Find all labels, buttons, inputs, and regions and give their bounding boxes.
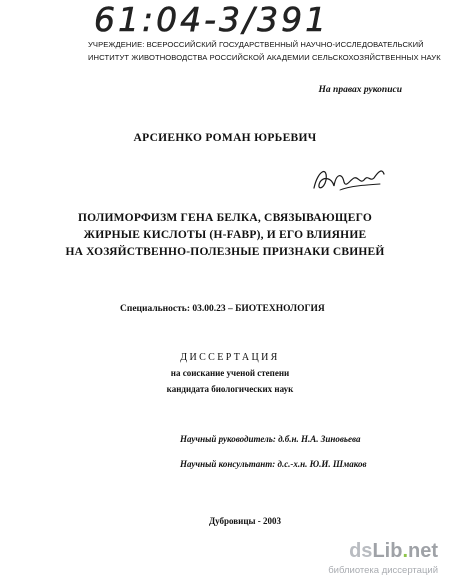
- place-and-year: Дубровицы - 2003: [208, 516, 282, 526]
- institution-line-2: ИНСТИТУТ ЖИВОТНОВОДСТВА РОССИЙСКОЙ АКАДЕМИИ СЕЛЬСКОХОЗЯЙСТВЕННЫХ НАУК: [88, 53, 441, 62]
- logo-part-lib: Lib: [372, 540, 403, 562]
- handwritten-archive-code: [92, 2, 352, 36]
- handwritten-code-drawing: [92, 2, 352, 36]
- thesis-title-line-3: НА ХОЗЯЙСТВЕННО-ПОЛЕЗНЫЕ ПРИЗНАКИ СВИНЕЙ: [65, 246, 385, 258]
- logo-part-ds: ds: [349, 540, 373, 562]
- rights-note: На правах рукописи: [318, 85, 402, 95]
- handwritten-signature: [310, 160, 388, 196]
- dslib-watermark: [288, 540, 438, 578]
- degree-line-1: на соискание ученой степени: [170, 368, 290, 378]
- dslib-logo: [288, 540, 438, 564]
- thesis-title-line-1: ПОЛИМОРФИЗМ ГЕНА БЕЛКА, СВЯЗЫВАЮЩЕГО: [77, 212, 373, 224]
- degree-line-2: кандидата биологических наук: [166, 384, 294, 394]
- institution-line-1: УЧРЕЖДЕНИЕ: ВСЕРОССИЙСКИЙ ГОСУДАРСТВЕННЫЙ НАУЧНО-ИССЛЕДОВАТЕЛЬСКИЙ: [88, 40, 424, 49]
- watermark-caption: библиотека диссертаций: [328, 565, 438, 576]
- document-type: ДИССЕРТАЦИЯ: [180, 352, 280, 363]
- author-name: АРСИЕНКО РОМАН ЮРЬЕВИЧ: [133, 132, 317, 144]
- logo-part-dot: .: [402, 540, 408, 562]
- scientific-supervisor: Научный руководитель: д.б.н. Н.А. Зиновьева: [180, 434, 361, 444]
- scientific-consultant: Научный консультант: д.с.-х.н. Ю.И. Шмаков: [180, 459, 367, 469]
- specialty: Специальность: 03.00.23 – БИОТЕХНОЛОГИЯ: [120, 304, 325, 314]
- thesis-title-line-2: ЖИРНЫЕ КИСЛОТЫ (H-FABP), И ЕГО ВЛИЯНИЕ: [83, 229, 367, 241]
- logo-part-net: net: [408, 540, 438, 562]
- handwritten-code-text: 61:04-3/391: [94, 2, 330, 36]
